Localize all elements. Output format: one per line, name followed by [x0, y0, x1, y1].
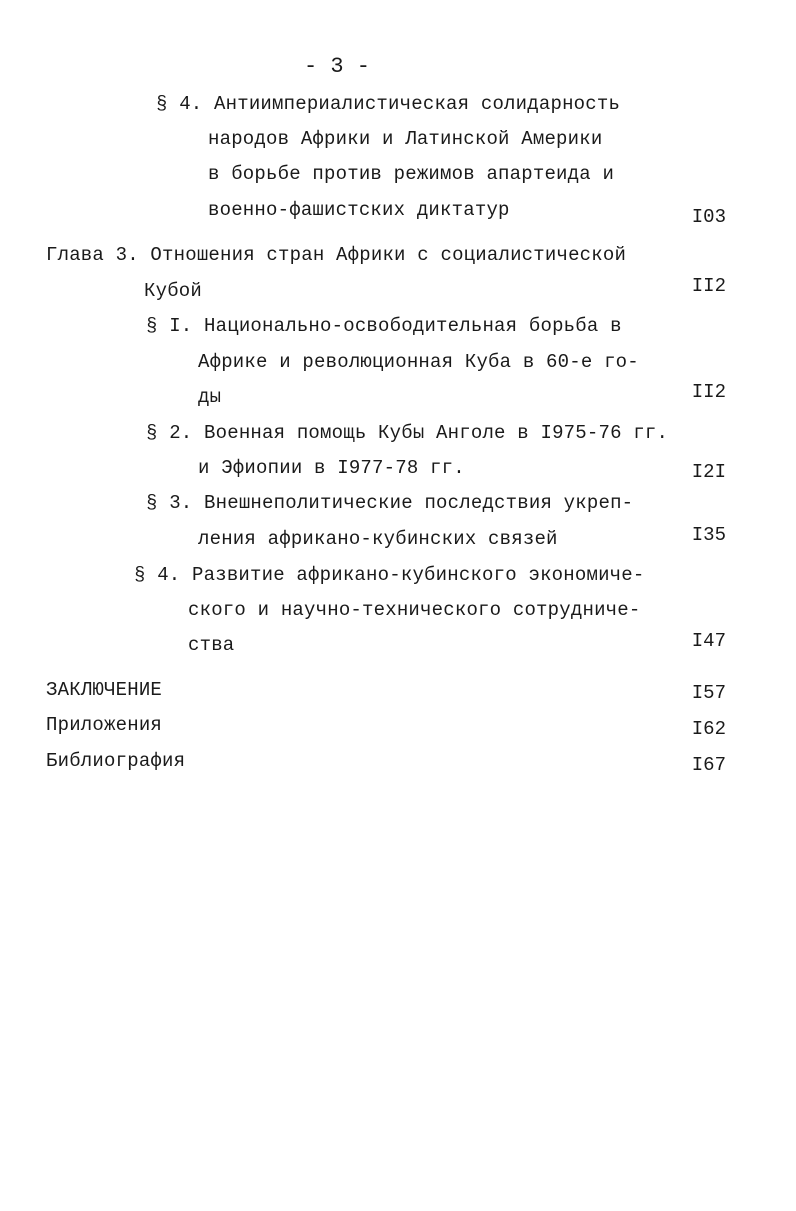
toc-page-number: I35	[691, 524, 726, 546]
toc-line: § 4. Развитие африкано-кубинского экономиче-	[134, 564, 645, 586]
toc-line: § 4. Антиимпериалистическая солидарность	[156, 93, 621, 115]
toc-line: ления африкано-кубинских связей	[198, 528, 558, 550]
toc-line: § 3. Внешнеполитические последствия укреп-	[146, 492, 634, 514]
toc-page-number: II2	[691, 275, 726, 297]
toc-line: и Эфиопии в I977-78 гг.	[198, 457, 465, 479]
toc-line: § I. Национально-освободительная борьба в	[146, 315, 622, 337]
toc-line: народов Африки и Латинской Америки	[208, 128, 603, 150]
toc-line: ды	[198, 386, 222, 408]
toc-line: Приложения	[46, 714, 163, 736]
page-number: - 3 -	[304, 54, 371, 79]
toc-page-number: I47	[691, 630, 726, 652]
toc-page-number: II2	[691, 381, 726, 403]
toc-line: Глава 3. Отношения стран Африки с социалистической	[46, 244, 627, 266]
toc-line: § 2. Военная помощь Кубы Анголе в I975-76 гг.	[146, 422, 669, 444]
toc-page-number: I2I	[691, 461, 726, 483]
toc-page-number: I57	[691, 682, 726, 704]
toc-line: военно-фашистских диктатур	[208, 199, 510, 221]
toc-line: Библиография	[46, 750, 186, 772]
toc-line: ЗАКЛЮЧЕНИЕ	[46, 679, 163, 701]
toc-line: ского и научно-технического сотрудниче-	[188, 599, 641, 621]
toc-line: Кубой	[144, 280, 203, 302]
toc-page-number: I03	[691, 206, 726, 228]
toc-page-number: I62	[691, 718, 726, 740]
toc-line: Африке и революционная Куба в 60-е го-	[198, 351, 639, 373]
toc-line: ства	[188, 634, 235, 656]
toc-line: в борьбе против режимов апартеида и	[208, 163, 615, 185]
toc-page-number: I67	[691, 754, 726, 776]
